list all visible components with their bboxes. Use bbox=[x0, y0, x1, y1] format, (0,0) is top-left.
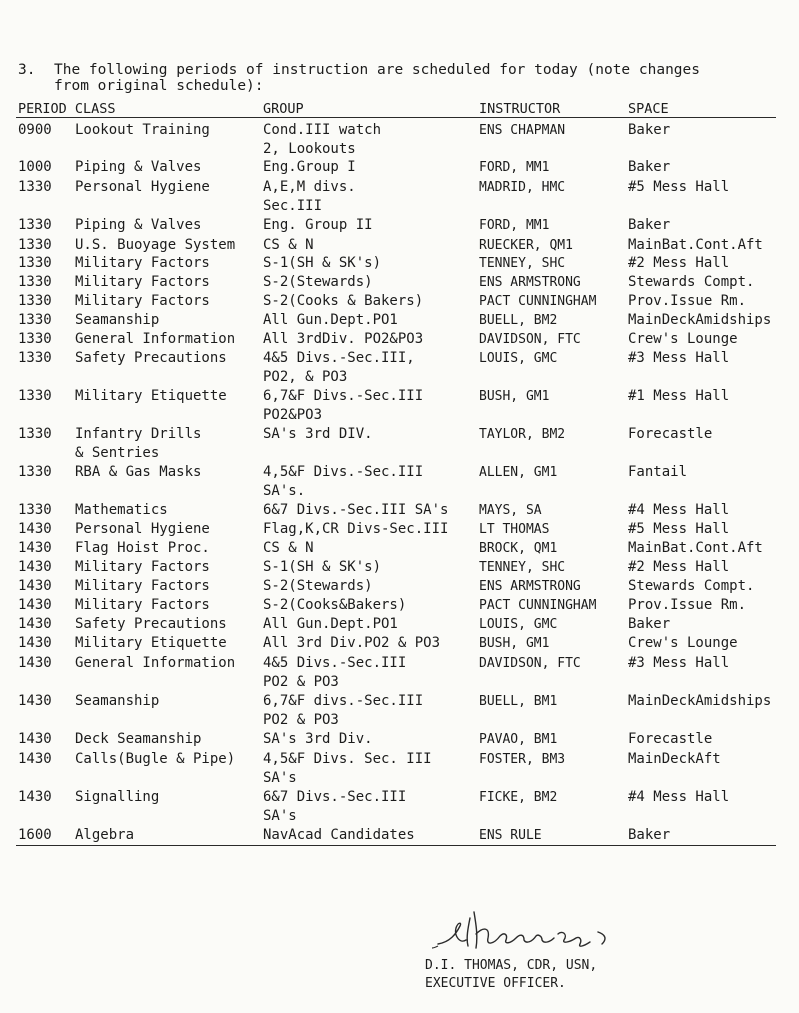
row-period: 1330 bbox=[18, 350, 52, 366]
row-group bbox=[263, 596, 406, 615]
row-period: 1330 bbox=[18, 179, 52, 195]
row-group-line: Eng. Group II bbox=[263, 217, 373, 233]
row-class bbox=[75, 654, 235, 673]
row-group-line: Cond.III watch bbox=[263, 122, 382, 138]
row-group bbox=[263, 425, 373, 444]
row-instructor: RUECKER, QM1 bbox=[479, 238, 573, 253]
row-instructor: FOSTER, BM3 bbox=[479, 752, 566, 767]
row-group bbox=[263, 292, 423, 311]
row-period: 1430 bbox=[18, 578, 52, 594]
row-group-line: 4&5 Divs.-Sec.III, bbox=[263, 350, 415, 366]
row-class bbox=[75, 615, 227, 634]
row-class-line: Seamanship bbox=[75, 693, 160, 709]
row-class-line: General Information bbox=[75, 655, 236, 671]
row-class bbox=[75, 730, 201, 749]
row-group-line: Flag,K,CR Divs-Sec.III bbox=[263, 521, 449, 537]
row-space: MainBat.Cont.Aft bbox=[628, 237, 763, 253]
row-period: 1430 bbox=[18, 635, 52, 651]
row-group-line: SA's. bbox=[263, 483, 306, 499]
row-space: Forecastle bbox=[628, 426, 713, 442]
row-space: Prov.Issue Rm. bbox=[628, 293, 747, 309]
row-instructor: TENNEY, SHC bbox=[479, 560, 566, 575]
row-group-line: S-2(Stewards) bbox=[263, 578, 373, 594]
row-instructor: BUSH, GM1 bbox=[479, 389, 550, 404]
row-space: Baker bbox=[628, 217, 671, 233]
row-group bbox=[263, 692, 423, 730]
row-group-line: All Gun.Dept.PO1 bbox=[263, 616, 398, 632]
row-group bbox=[263, 311, 398, 330]
row-group-line: S-1(SH & SK's) bbox=[263, 255, 382, 271]
row-class bbox=[75, 826, 134, 845]
row-class bbox=[75, 692, 159, 711]
signer-name: D.I. THOMAS, CDR, USN, bbox=[425, 958, 598, 973]
row-group-line: SA's 3rd Div. bbox=[263, 731, 373, 747]
row-group-line: 4&5 Divs.-Sec.III bbox=[263, 655, 407, 671]
row-period: 1330 bbox=[18, 331, 52, 347]
row-group-line: PO2 & PO3 bbox=[263, 674, 339, 690]
row-group-line: 4,5&F Divs. Sec. III bbox=[263, 751, 432, 767]
row-group bbox=[263, 463, 423, 501]
row-group-line: All 3rdDiv. PO2&PO3 bbox=[263, 331, 424, 347]
row-space: #2 Mess Hall bbox=[628, 559, 730, 575]
row-period: 1330 bbox=[18, 502, 52, 518]
row-class bbox=[75, 558, 210, 577]
row-group bbox=[263, 520, 448, 539]
row-class-line: RBA & Gas Masks bbox=[75, 464, 202, 480]
row-class bbox=[75, 750, 235, 769]
row-class-line: Signalling bbox=[75, 789, 160, 805]
row-space: Stewards Compt. bbox=[628, 274, 755, 290]
row-period: 1430 bbox=[18, 655, 52, 671]
row-period: 1330 bbox=[18, 237, 52, 253]
header-space: SPACE bbox=[628, 101, 669, 117]
row-period: 1430 bbox=[18, 597, 52, 613]
row-group bbox=[263, 558, 381, 577]
row-period: 1330 bbox=[18, 388, 52, 404]
row-group-line: 2, Lookouts bbox=[263, 141, 356, 157]
row-space: #4 Mess Hall bbox=[628, 502, 730, 518]
row-space: MainBat.Cont.Aft bbox=[628, 540, 763, 556]
row-instructor: PACT CUNNINGHAM bbox=[479, 294, 597, 309]
row-group bbox=[263, 615, 398, 634]
row-instructor: FORD, MM1 bbox=[479, 160, 550, 175]
row-period: 1330 bbox=[18, 255, 52, 271]
row-group bbox=[263, 730, 373, 749]
row-space: Crew's Lounge bbox=[628, 331, 738, 347]
header-period-class: PERIOD CLASS bbox=[18, 101, 116, 117]
row-class bbox=[75, 463, 201, 482]
row-group-line: 6&7 Divs.-Sec.III SA's bbox=[263, 502, 449, 518]
row-class bbox=[75, 216, 201, 235]
row-class bbox=[75, 539, 210, 558]
row-group bbox=[263, 577, 373, 596]
row-period: 1330 bbox=[18, 274, 52, 290]
row-instructor: BUELL, BM2 bbox=[479, 313, 558, 328]
row-group bbox=[263, 826, 415, 845]
row-class-line: Seamanship bbox=[75, 312, 160, 328]
row-space: Baker bbox=[628, 159, 671, 175]
row-instructor: BUSH, GM1 bbox=[479, 636, 550, 651]
row-class-line: U.S. Buoyage System bbox=[75, 237, 236, 253]
row-group-line: All 3rd Div.PO2 & PO3 bbox=[263, 635, 441, 651]
row-group bbox=[263, 654, 406, 692]
row-group-line: NavAcad Candidates bbox=[263, 827, 415, 843]
row-space: Baker bbox=[628, 122, 671, 138]
row-class-line: Personal Hygiene bbox=[75, 179, 210, 195]
signature-block bbox=[425, 957, 597, 993]
header-group: GROUP bbox=[263, 101, 304, 117]
row-group-line: A,E,M divs. bbox=[263, 179, 356, 195]
row-class-line: Calls(Bugle & Pipe) bbox=[75, 751, 236, 767]
row-group bbox=[263, 273, 373, 292]
row-space: #3 Mess Hall bbox=[628, 350, 730, 366]
row-period: 1430 bbox=[18, 540, 52, 556]
paragraph-number: 3. bbox=[18, 62, 36, 78]
row-instructor: ENS CHAPMAN bbox=[479, 123, 566, 138]
row-instructor: ENS ARMSTRONG bbox=[479, 275, 581, 290]
row-space: MainDeckAft bbox=[628, 751, 721, 767]
row-group bbox=[263, 750, 432, 788]
row-class bbox=[75, 254, 210, 273]
row-instructor: LOUIS, GMC bbox=[479, 351, 558, 366]
row-space: #5 Mess Hall bbox=[628, 521, 730, 537]
row-class bbox=[75, 349, 227, 368]
row-space: Baker bbox=[628, 616, 671, 632]
row-class bbox=[75, 520, 210, 539]
row-group-line: 6,7&F Divs.-Sec.III bbox=[263, 388, 424, 404]
row-instructor: LT THOMAS bbox=[479, 522, 550, 537]
row-group-line: 6&7 Divs.-Sec.III bbox=[263, 789, 407, 805]
row-class bbox=[75, 788, 159, 807]
row-class bbox=[75, 425, 201, 463]
row-group bbox=[263, 330, 423, 349]
row-class bbox=[75, 501, 168, 520]
row-space: MainDeckAmidships bbox=[628, 312, 772, 328]
row-class-line: Piping & Valves bbox=[75, 159, 202, 175]
row-period: 1330 bbox=[18, 217, 52, 233]
row-group-line: PO2 & PO3 bbox=[263, 712, 339, 728]
row-period: 1600 bbox=[18, 827, 52, 843]
row-group bbox=[263, 216, 373, 235]
row-period: 1430 bbox=[18, 616, 52, 632]
row-class bbox=[75, 236, 235, 255]
row-space: #2 Mess Hall bbox=[628, 255, 730, 271]
row-instructor: MAYS, SA bbox=[479, 503, 542, 518]
row-space: Crew's Lounge bbox=[628, 635, 738, 651]
row-group-line: All Gun.Dept.PO1 bbox=[263, 312, 398, 328]
header-instructor: INSTRUCTOR bbox=[479, 101, 561, 117]
row-group bbox=[263, 539, 314, 558]
row-class-line: Military Etiquette bbox=[75, 388, 227, 404]
row-period: 1430 bbox=[18, 731, 52, 747]
row-instructor: FORD, MM1 bbox=[479, 218, 550, 233]
row-space: Forecastle bbox=[628, 731, 713, 747]
row-class bbox=[75, 387, 227, 406]
row-period: 1430 bbox=[18, 521, 52, 537]
row-group bbox=[263, 788, 406, 826]
row-period: 1430 bbox=[18, 559, 52, 575]
row-instructor: PAVAO, BM1 bbox=[479, 732, 558, 747]
row-instructor: BROCK, QM1 bbox=[479, 541, 558, 556]
row-instructor: PACT CUNNINGHAM bbox=[479, 598, 597, 613]
row-class-line: Military Factors bbox=[75, 597, 210, 613]
row-space: MainDeckAmidships bbox=[628, 693, 772, 709]
row-instructor: DAVIDSON, FTC bbox=[479, 656, 581, 671]
row-instructor: ALLEN, GM1 bbox=[479, 465, 558, 480]
row-class bbox=[75, 292, 210, 311]
row-group-line: Eng.Group I bbox=[263, 159, 356, 175]
row-period: 1330 bbox=[18, 464, 52, 480]
row-group-line: 6,7&F divs.-Sec.III bbox=[263, 693, 424, 709]
row-group-line: CS & N bbox=[263, 237, 314, 253]
row-instructor: LOUIS, GMC bbox=[479, 617, 558, 632]
row-group bbox=[263, 387, 423, 425]
row-group-line: SA's bbox=[263, 770, 297, 786]
row-instructor: MADRID, HMC bbox=[479, 180, 566, 195]
row-group-line: 4,5&F Divs.-Sec.III bbox=[263, 464, 424, 480]
row-group bbox=[263, 254, 381, 273]
row-class-line: General Information bbox=[75, 331, 236, 347]
row-class-line: Safety Precautions bbox=[75, 350, 227, 366]
row-instructor: TAYLOR, BM2 bbox=[479, 427, 566, 442]
row-instructor: DAVIDSON, FTC bbox=[479, 332, 581, 347]
row-group-line: SA's 3rd DIV. bbox=[263, 426, 373, 442]
row-space: Prov.Issue Rm. bbox=[628, 597, 747, 613]
signature-image bbox=[430, 904, 630, 960]
row-space: Stewards Compt. bbox=[628, 578, 755, 594]
row-class bbox=[75, 178, 210, 197]
row-class bbox=[75, 121, 210, 140]
signer-title: EXECUTIVE OFFICER. bbox=[425, 976, 566, 991]
row-period: 1430 bbox=[18, 751, 52, 767]
row-class-line: Mathematics bbox=[75, 502, 168, 518]
row-group-line: S-2(Cooks&Bakers) bbox=[263, 597, 407, 613]
row-class-line: Personal Hygiene bbox=[75, 521, 210, 537]
row-class-line: Military Factors bbox=[75, 578, 210, 594]
row-class-line: Military Factors bbox=[75, 274, 210, 290]
row-class-line: Piping & Valves bbox=[75, 217, 202, 233]
row-class-line: Lookout Training bbox=[75, 122, 210, 138]
row-period: 1330 bbox=[18, 426, 52, 442]
row-class-line: Military Etiquette bbox=[75, 635, 227, 651]
row-space: #5 Mess Hall bbox=[628, 179, 730, 195]
row-instructor: ENS RULE bbox=[479, 828, 542, 843]
row-class bbox=[75, 577, 210, 596]
row-group-line: S-2(Cooks & Bakers) bbox=[263, 293, 424, 309]
row-class-line: & Sentries bbox=[75, 445, 160, 461]
row-space: #3 Mess Hall bbox=[628, 655, 730, 671]
row-class bbox=[75, 158, 201, 177]
row-class-line: Military Factors bbox=[75, 559, 210, 575]
row-group bbox=[263, 501, 448, 520]
row-period: 0900 bbox=[18, 122, 52, 138]
row-instructor: TENNEY, SHC bbox=[479, 256, 566, 271]
row-group-line: S-1(SH & SK's) bbox=[263, 559, 382, 575]
row-class-line: Flag Hoist Proc. bbox=[75, 540, 210, 556]
row-group-line: CS & N bbox=[263, 540, 314, 556]
row-group bbox=[263, 158, 356, 177]
row-space: #1 Mess Hall bbox=[628, 388, 730, 404]
row-period: 1330 bbox=[18, 312, 52, 328]
row-instructor: BUELL, BM1 bbox=[479, 694, 558, 709]
row-class bbox=[75, 311, 159, 330]
intro-line-2: from original schedule): bbox=[54, 78, 264, 94]
row-period: 1430 bbox=[18, 789, 52, 805]
row-period: 1000 bbox=[18, 159, 52, 175]
row-class bbox=[75, 273, 210, 292]
row-group bbox=[263, 634, 440, 653]
row-space: Fantail bbox=[628, 464, 688, 480]
row-group bbox=[263, 349, 415, 387]
row-instructor: FICKE, BM2 bbox=[479, 790, 558, 805]
row-group-line: Sec.III bbox=[263, 198, 323, 214]
row-class-line: Military Factors bbox=[75, 255, 210, 271]
row-group-line: SA's bbox=[263, 808, 297, 824]
row-class bbox=[75, 596, 210, 615]
row-class bbox=[75, 330, 235, 349]
row-class-line: Deck Seamanship bbox=[75, 731, 202, 747]
row-class bbox=[75, 634, 227, 653]
row-class-line: Algebra bbox=[75, 827, 135, 843]
row-space: Baker bbox=[628, 827, 671, 843]
row-period: 1330 bbox=[18, 293, 52, 309]
row-group-line: S-2(Stewards) bbox=[263, 274, 373, 290]
final-row-underline bbox=[16, 845, 776, 846]
row-group-line: PO2, & PO3 bbox=[263, 369, 348, 385]
row-group bbox=[263, 236, 314, 255]
row-class-line: Infantry Drills bbox=[75, 426, 202, 442]
row-group bbox=[263, 178, 356, 216]
row-group-line: PO2&PO3 bbox=[263, 407, 323, 423]
row-instructor: ENS ARMSTRONG bbox=[479, 579, 581, 594]
row-class-line: Military Factors bbox=[75, 293, 210, 309]
row-class-line: Safety Precautions bbox=[75, 616, 227, 632]
row-space: #4 Mess Hall bbox=[628, 789, 730, 805]
intro-text-1: The following periods of instruction are scheduled for today (note changes bbox=[54, 62, 701, 78]
row-period: 1430 bbox=[18, 693, 52, 709]
row-group bbox=[263, 121, 381, 159]
